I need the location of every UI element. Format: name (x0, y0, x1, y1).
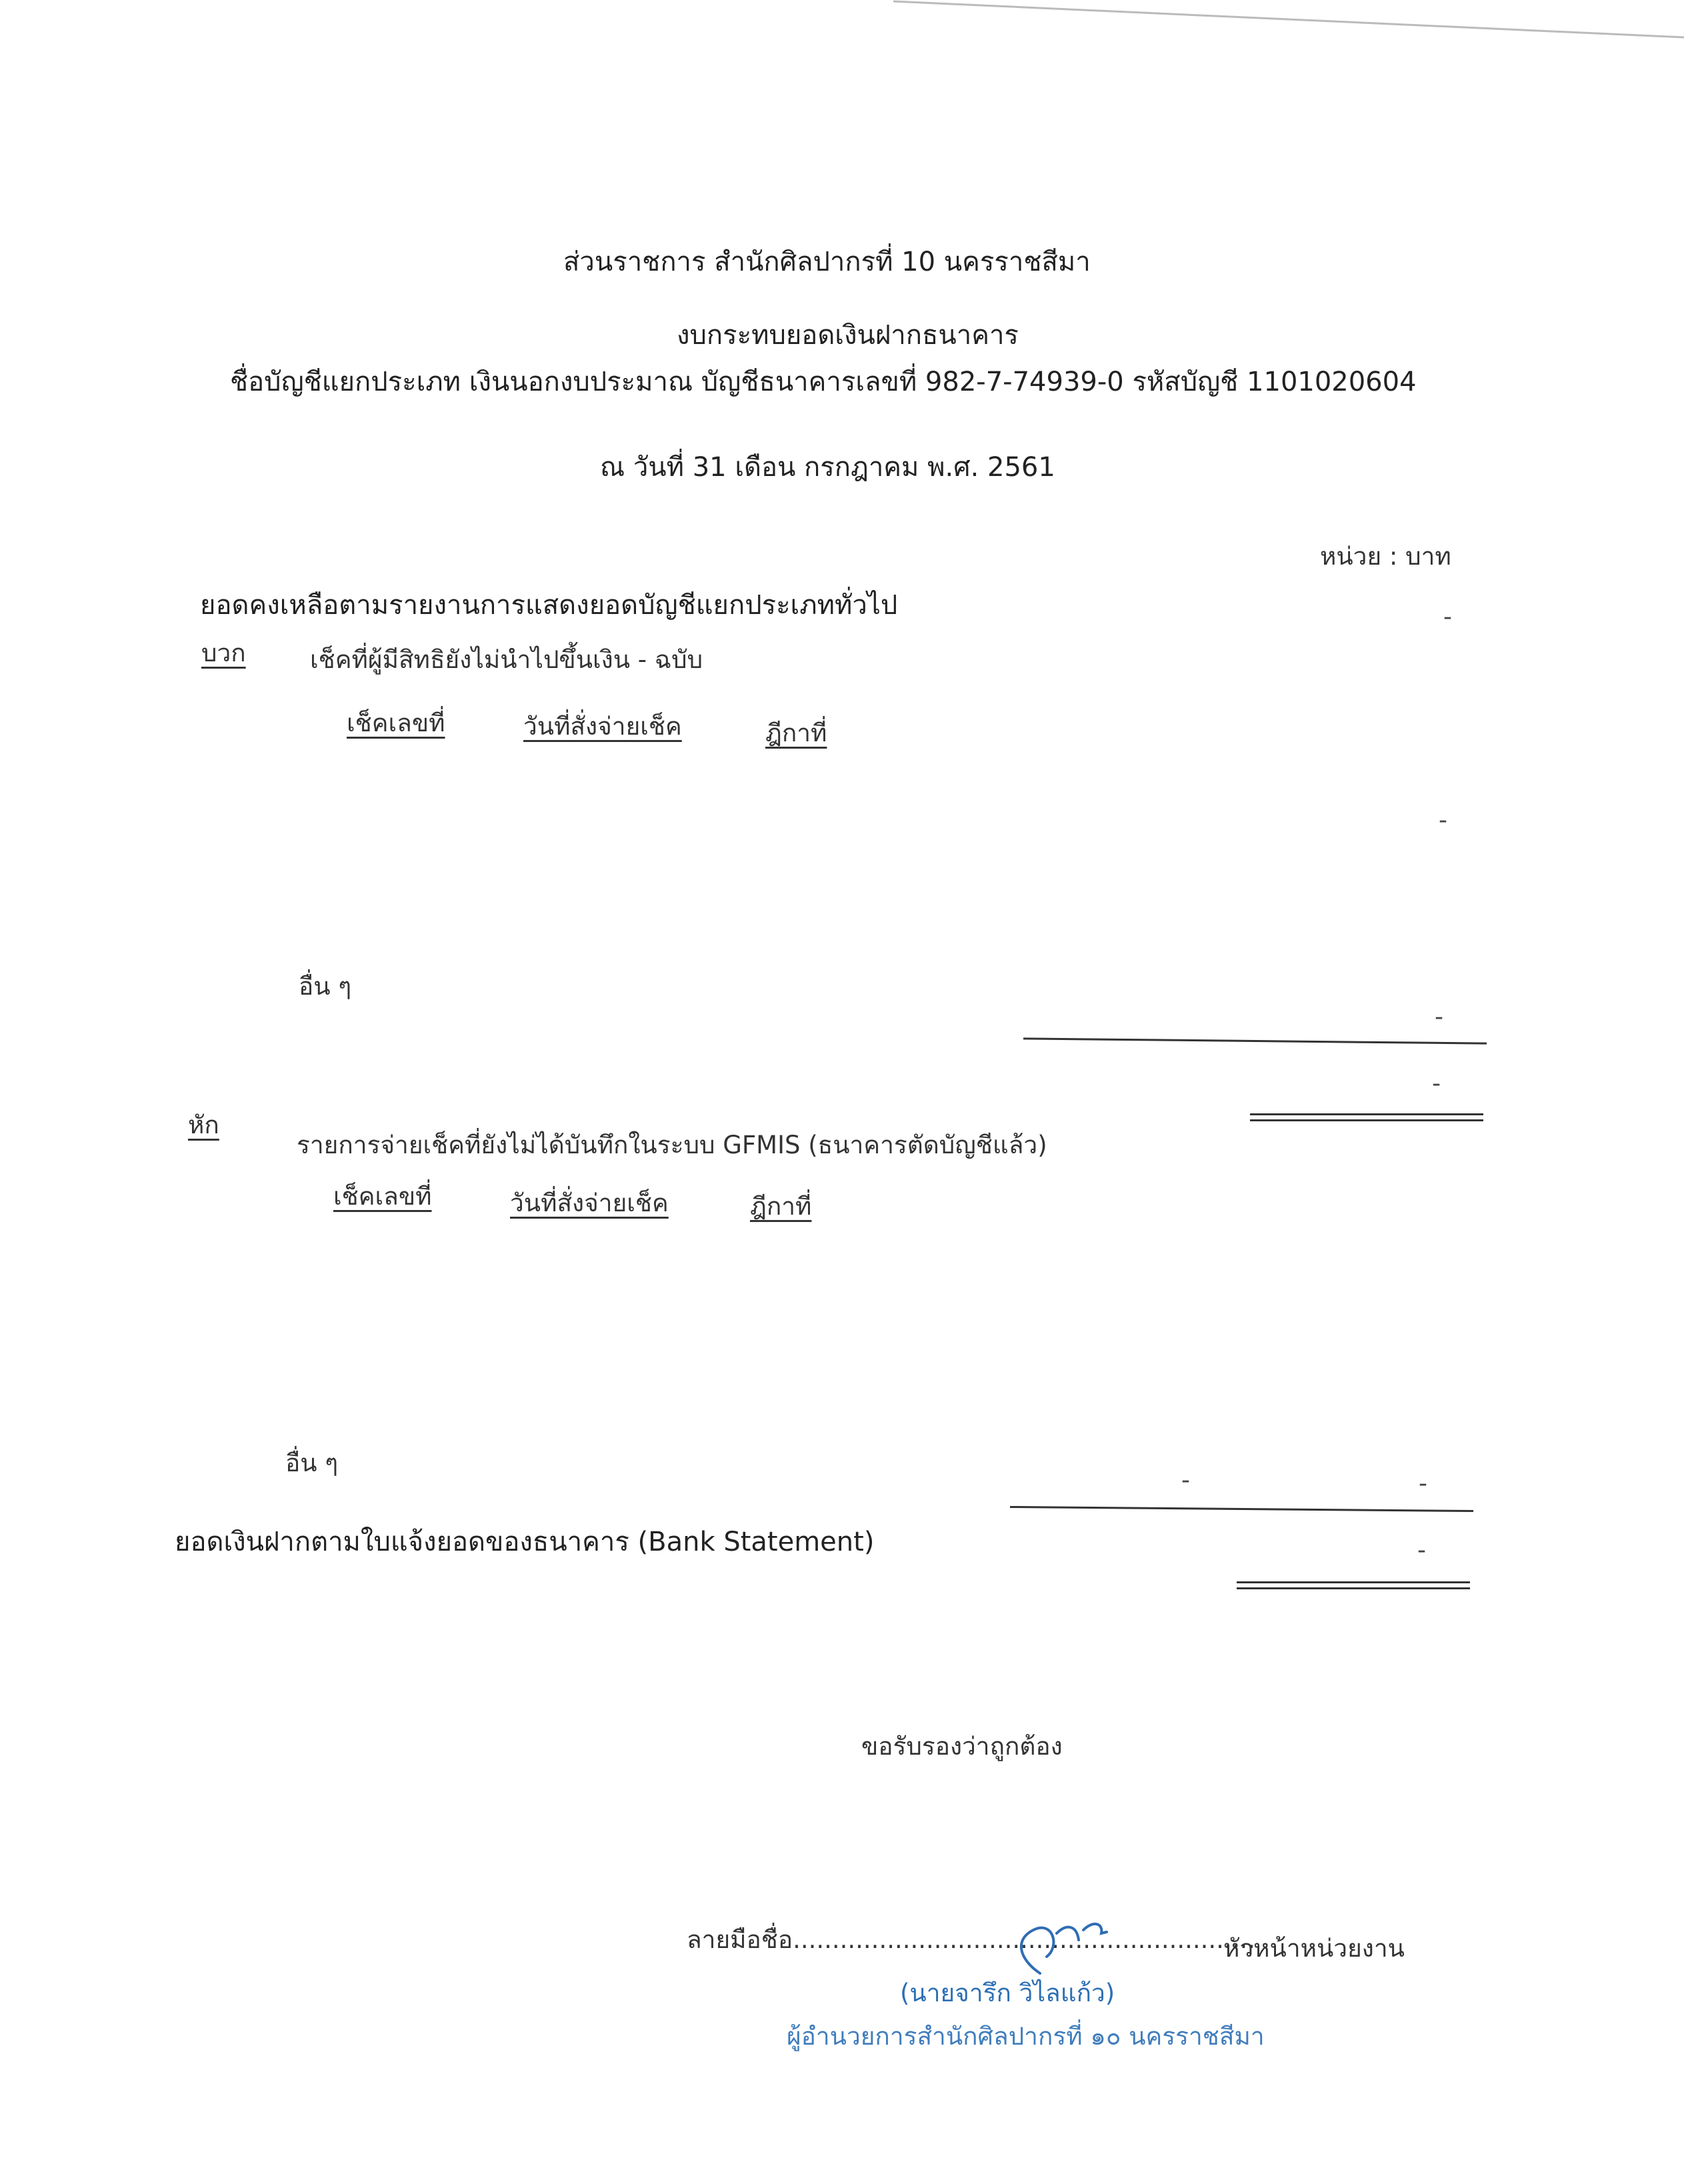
minus-subtotal-rule (1010, 1506, 1473, 1512)
signer-name: (นายจารึก วิไลแก้ว) (900, 1979, 1115, 2007)
plus-col-check-date: วันที่สั่งจ่ายเช็ค (523, 712, 682, 741)
minus-col-check-no: เช็คเลขที่ (333, 1182, 432, 1211)
minus-other-amount-b: - (1419, 1470, 1427, 1497)
report-date: ณ วันที่ 31 เดือน กรกฎาคม พ.ศ. 2561 (600, 452, 1055, 483)
minus-other-amount-a: - (1181, 1467, 1190, 1494)
unit-label: หน่วย : บาท (1320, 542, 1451, 571)
plus-total-amount: - (1432, 1070, 1441, 1097)
minus-col-voucher-no: ฎีกาที่ (750, 1192, 812, 1221)
minus-description: รายการจ่ายเช็คที่ยังไม่ได้บันทึกในระบบ GFMIS (ธนาคารตัดบัญชีแล้ว) (297, 1131, 1047, 1159)
minus-col-check-date: วันที่สั่งจ่ายเช็ค (510, 1189, 669, 1217)
scan-edge-line (893, 0, 1684, 40)
gl-balance-amount: - (1443, 603, 1452, 631)
plus-other-label: อื่น ๆ (299, 972, 352, 1001)
plus-description: เช็คที่ผู้มีสิทธิยังไม่นำไปขึ้นเงิน - ฉบับ (310, 645, 703, 674)
plus-total-double-rule (1250, 1113, 1483, 1121)
handwritten-signature (993, 1893, 1140, 1987)
plus-col-check-no: เช็คเลขที่ (347, 709, 445, 737)
plus-subtotal-rule (1023, 1037, 1487, 1044)
signature-line: ลายมือชื่อ........................................................... (687, 1925, 1255, 1954)
plus-other-amount: - (1435, 1003, 1443, 1031)
plus-label: บวก (201, 639, 246, 667)
agency-title: ส่วนราชการ สำนักศิลปากรที่ 10 นครราชสีมา (563, 247, 1091, 277)
certify-text: ขอรับรองว่าถูกต้อง (861, 1732, 1063, 1761)
account-info: ชื่อบัญชีแยกประเภท เงินนอกงบประมาณ บัญชีธนาคารเลขที่ 982-7-74939-0 รหัสบัญชี 1101020604 (230, 367, 1417, 397)
plus-checks-amount: - (1439, 807, 1447, 834)
minus-other-label: อื่น ๆ (285, 1449, 339, 1477)
gl-balance-label: ยอดคงเหลือตามรายงานการแสดงยอดบัญชีแยกประเภททั่วไป (200, 590, 898, 621)
signer-title: ผู้อำนวยการสำนักศิลปากรที่ ๑๐ นครราชสีมา (787, 2022, 1265, 2051)
bank-statement-double-rule (1237, 1581, 1470, 1589)
bank-statement-label: ยอดเงินฝากตามใบแจ้งยอดของธนาคาร (Bank Statement) (175, 1527, 875, 1557)
minus-label: หัก (188, 1111, 219, 1139)
bank-statement-amount: - (1417, 1537, 1426, 1564)
report-title: งบกระทบยอดเงินฝากธนาคาร (677, 320, 1019, 351)
plus-col-voucher-no: ฎีกาที่ (765, 719, 827, 747)
signature-position: หัวหน้าหน่วยงาน (1223, 1934, 1405, 1963)
